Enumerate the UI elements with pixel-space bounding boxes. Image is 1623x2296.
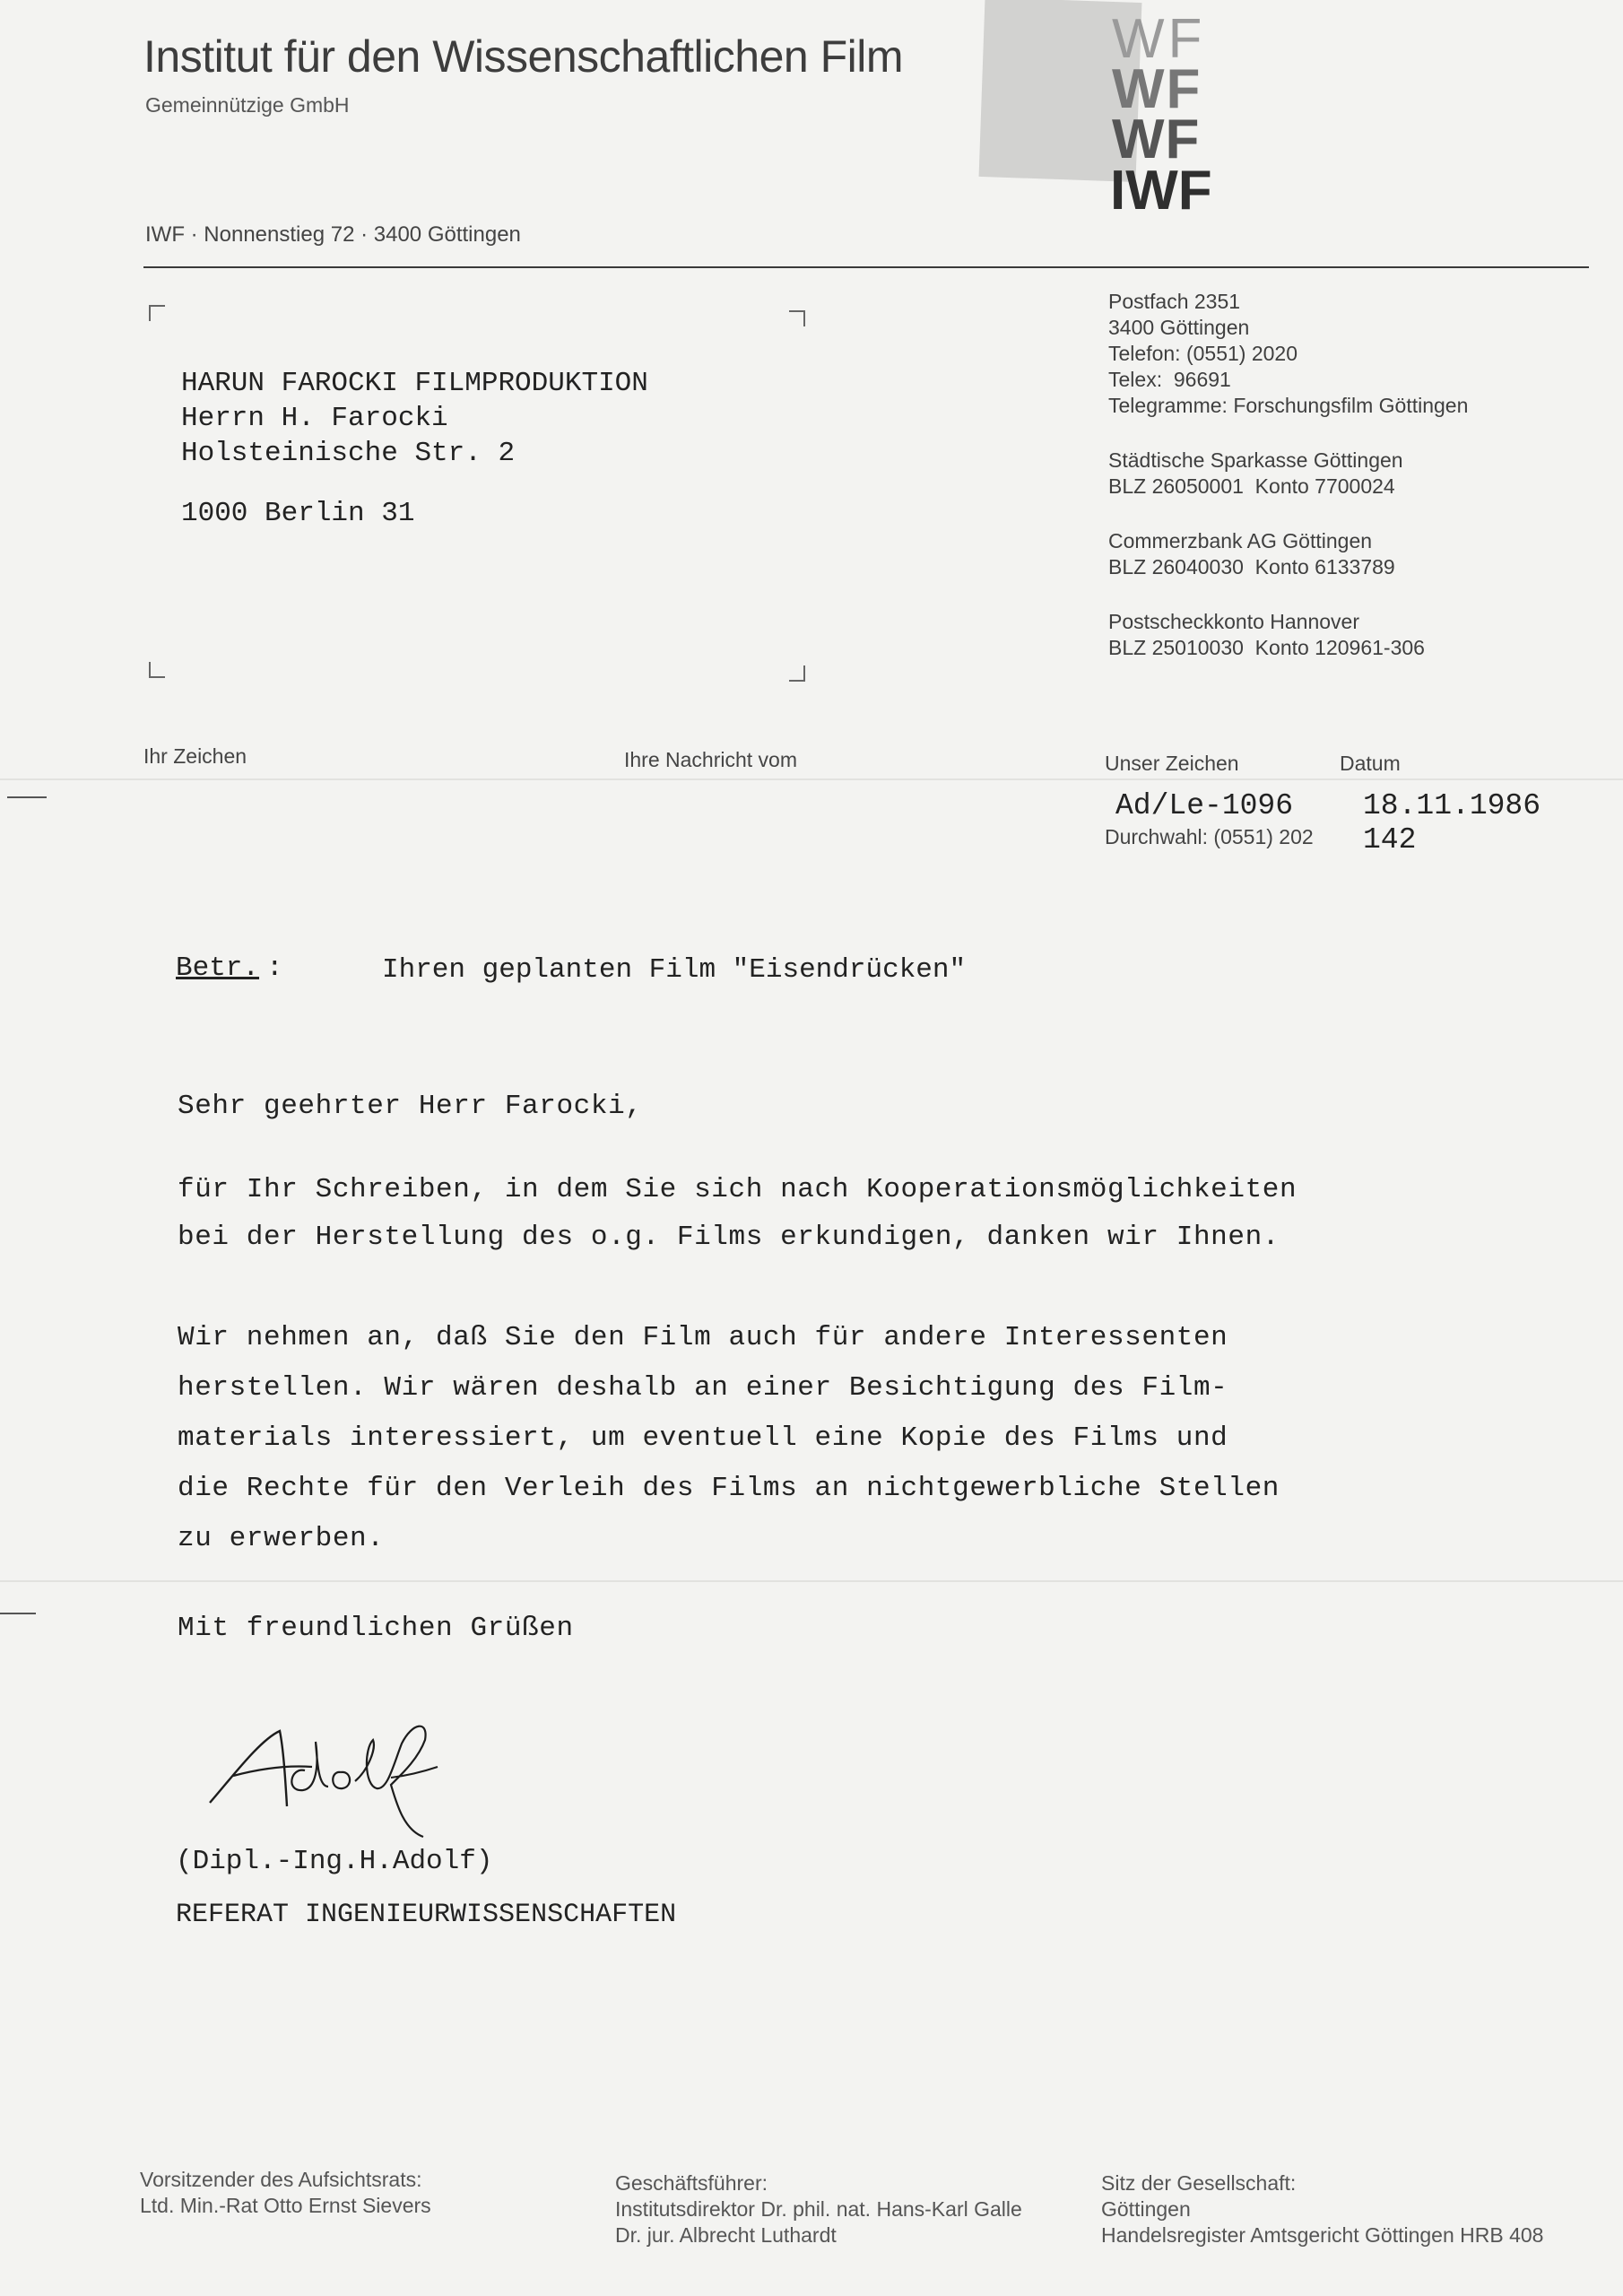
body-line: zu erwerben.	[178, 1523, 385, 1554]
bank-name: Städtische Sparkasse Göttingen	[1108, 448, 1403, 472]
bank-name: Postscheckkonto Hannover	[1108, 610, 1359, 633]
footer-line: Geschäftsführer:	[615, 2171, 768, 2195]
subject-text: Ihren geplanten Film "Eisendrücken"	[382, 954, 967, 986]
logo-row: IWF	[1110, 160, 1212, 222]
durchwahl-label: Durchwahl: (0551) 202	[1105, 825, 1314, 848]
closing: Mit freundlichen Grüßen	[178, 1613, 574, 1644]
footer-line: Dr. jur. Albrecht Luthardt	[615, 2223, 837, 2247]
subject-label: Betr.	[176, 952, 260, 984]
unser-zeichen-label: Unser Zeichen	[1105, 752, 1239, 775]
footer-registered-office	[1101, 2170, 1543, 2248]
salutation: Sehr geehrter Herr Farocki,	[178, 1091, 643, 1122]
contact-city: 3400 Göttingen	[1108, 316, 1250, 339]
paragraph-1	[178, 1166, 1297, 1261]
window-corner-mark	[789, 310, 805, 326]
ihr-zeichen-label: Ihr Zeichen	[143, 744, 247, 768]
logo-row: WF	[1112, 109, 1201, 170]
fold-mark	[0, 1613, 36, 1614]
body-line: die Rechte für den Verleih des Films an nichtgewerbliche Stellen	[178, 1473, 1280, 1504]
recipient-city: 1000 Berlin 31	[181, 498, 415, 529]
signatory-name: (Dipl.-Ing.H.Adolf)	[176, 1846, 493, 1877]
footer-supervisory-board	[140, 2167, 431, 2219]
handwritten-signature	[197, 1713, 466, 1848]
footer-line: Sitz der Gesellschaft:	[1101, 2171, 1297, 2195]
paragraph-2	[178, 1313, 1280, 1564]
postfach: Postfach 2351	[1108, 290, 1241, 313]
bank-details: BLZ 26050001 Konto 7700024	[1108, 474, 1395, 498]
unser-zeichen-value: Ad/Le-1096	[1115, 789, 1294, 822]
recipient-line: Herrn H. Farocki	[181, 403, 448, 434]
body-line: für Ihr Schreiben, in dem Sie sich nach Kooperationsmöglichkeiten	[178, 1174, 1298, 1205]
footer-line: Ltd. Min.-Rat Otto Ernst Sievers	[140, 2194, 431, 2217]
footer-line: Göttingen	[1101, 2197, 1191, 2221]
telefon: Telefon: (0551) 2020	[1108, 342, 1298, 365]
iwf-logo	[1110, 8, 1264, 230]
durchwahl-value: 142	[1363, 823, 1417, 857]
window-corner-mark	[789, 665, 805, 682]
contact-block	[1108, 289, 1468, 661]
footer-line: Handelsregister Amtsgericht Göttingen HRB 408	[1101, 2223, 1544, 2247]
recipient-address	[181, 366, 648, 531]
fold-mark	[7, 796, 47, 798]
legal-form: Gemeinnützige GmbH	[145, 93, 350, 117]
subject-line	[176, 952, 283, 984]
recipient-line: Holsteinische Str. 2	[181, 438, 516, 469]
window-corner-mark	[149, 662, 165, 678]
footer-line: Vorsitzender des Aufsichtsrats:	[140, 2168, 422, 2191]
return-address: IWF · Nonnenstieg 72 · 3400 Göttingen	[145, 222, 521, 247]
header-rule	[143, 266, 1589, 268]
paper-fold-line	[0, 778, 1623, 780]
telex: Telex: 96691	[1108, 368, 1231, 391]
bank-details: BLZ 25010030 Konto 120961-306	[1108, 636, 1425, 659]
subject-colon: :	[266, 952, 283, 984]
logo-row: WF	[1112, 58, 1202, 120]
window-corner-mark	[149, 305, 165, 321]
ihre-nachricht-label: Ihre Nachricht vom	[624, 748, 798, 771]
institute-name: Institut für den Wissenschaftlichen Film	[143, 31, 903, 82]
bank-details: BLZ 26040030 Konto 6133789	[1108, 555, 1395, 578]
datum-label: Datum	[1340, 752, 1401, 775]
logo-row: WF	[1112, 8, 1206, 70]
datum-value: 18.11.1986	[1363, 789, 1541, 822]
telegramme: Telegramme: Forschungsfilm Göttingen	[1108, 394, 1469, 417]
body-line: materials interessiert, um eventuell eine Kopie des Films und	[178, 1422, 1228, 1454]
signatory-department: REFERAT INGENIEURWISSENSCHAFTEN	[176, 1900, 677, 1930]
body-line: Wir nehmen an, daß Sie den Film auch für andere Interessenten	[178, 1322, 1228, 1353]
body-line: herstellen. Wir wären deshalb an einer Besichtigung des Film-	[178, 1372, 1228, 1404]
body-line: bei der Herstellung des o.g. Films erkundigen, danken wir Ihnen.	[178, 1222, 1280, 1253]
paper-fold-line	[0, 1580, 1623, 1582]
recipient-line: HARUN FAROCKI FILMPRODUKTION	[181, 368, 648, 399]
footer-line: Institutsdirektor Dr. phil. nat. Hans-Karl Galle	[615, 2197, 1022, 2221]
footer-management	[615, 2170, 1022, 2248]
bank-name: Commerzbank AG Göttingen	[1108, 529, 1373, 552]
